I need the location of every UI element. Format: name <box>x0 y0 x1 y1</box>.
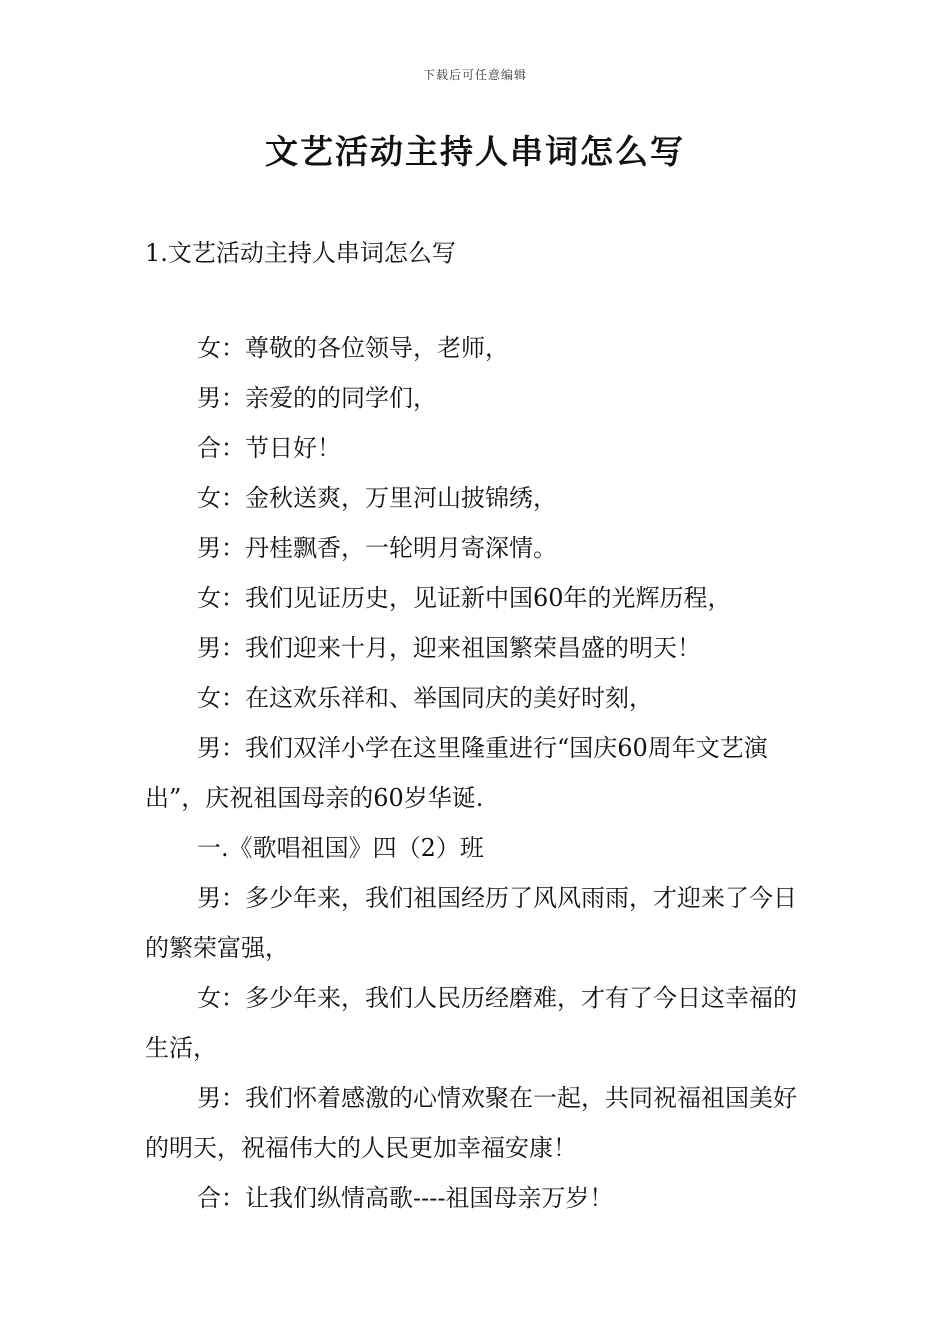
paragraph: 男：丹桂飘香，一轮明月寄深情。 <box>197 534 557 562</box>
paragraph: 女：尊敬的各位领导，老师， <box>197 334 509 362</box>
paragraph: 合：节日好！ <box>197 434 341 462</box>
paragraph: 女：多少年来，我们人民历经磨难，才有了今日这幸福的生活， <box>145 984 797 1062</box>
paragraph: 男：我们迎来十月，迎来祖国繁荣昌盛的明天！ <box>197 634 701 662</box>
paragraph: 男：我们怀着感激的心情欢聚在一起，共同祝福祖国美好的明天，祝福伟大的人民更加幸福安康！ <box>145 1084 797 1162</box>
paragraph: 男：我们双洋小学在这里隆重进行“国庆60周年文艺演出”，庆祝祖国母亲的60岁华诞. <box>145 734 768 812</box>
paragraph: 女：在这欢乐祥和、举国同庆的美好时刻， <box>197 684 653 712</box>
paragraph: 男：多少年来，我们祖国经历了风风雨雨，才迎来了今日的繁荣富强， <box>145 884 797 962</box>
document-title: 文艺活动主持人串词怎么写 <box>265 132 685 171</box>
header-note: 下载后可任意编辑 <box>422 68 527 82</box>
paragraph: 女：我们见证历史，见证新中国60年的光辉历程， <box>197 584 732 612</box>
paragraph: 合：让我们纵情高歌----祖国母亲万岁！ <box>197 1184 614 1212</box>
section-heading: 1.文艺活动主持人串词怎么写 <box>145 239 456 267</box>
document-body <box>145 323 810 1223</box>
paragraph: 女：金秋送爽，万里河山披锦绣， <box>197 484 557 512</box>
program-item: 一.《歌唱祖国》四（2）班 <box>197 834 484 862</box>
paragraph: 男：亲爱的的同学们， <box>197 384 437 412</box>
